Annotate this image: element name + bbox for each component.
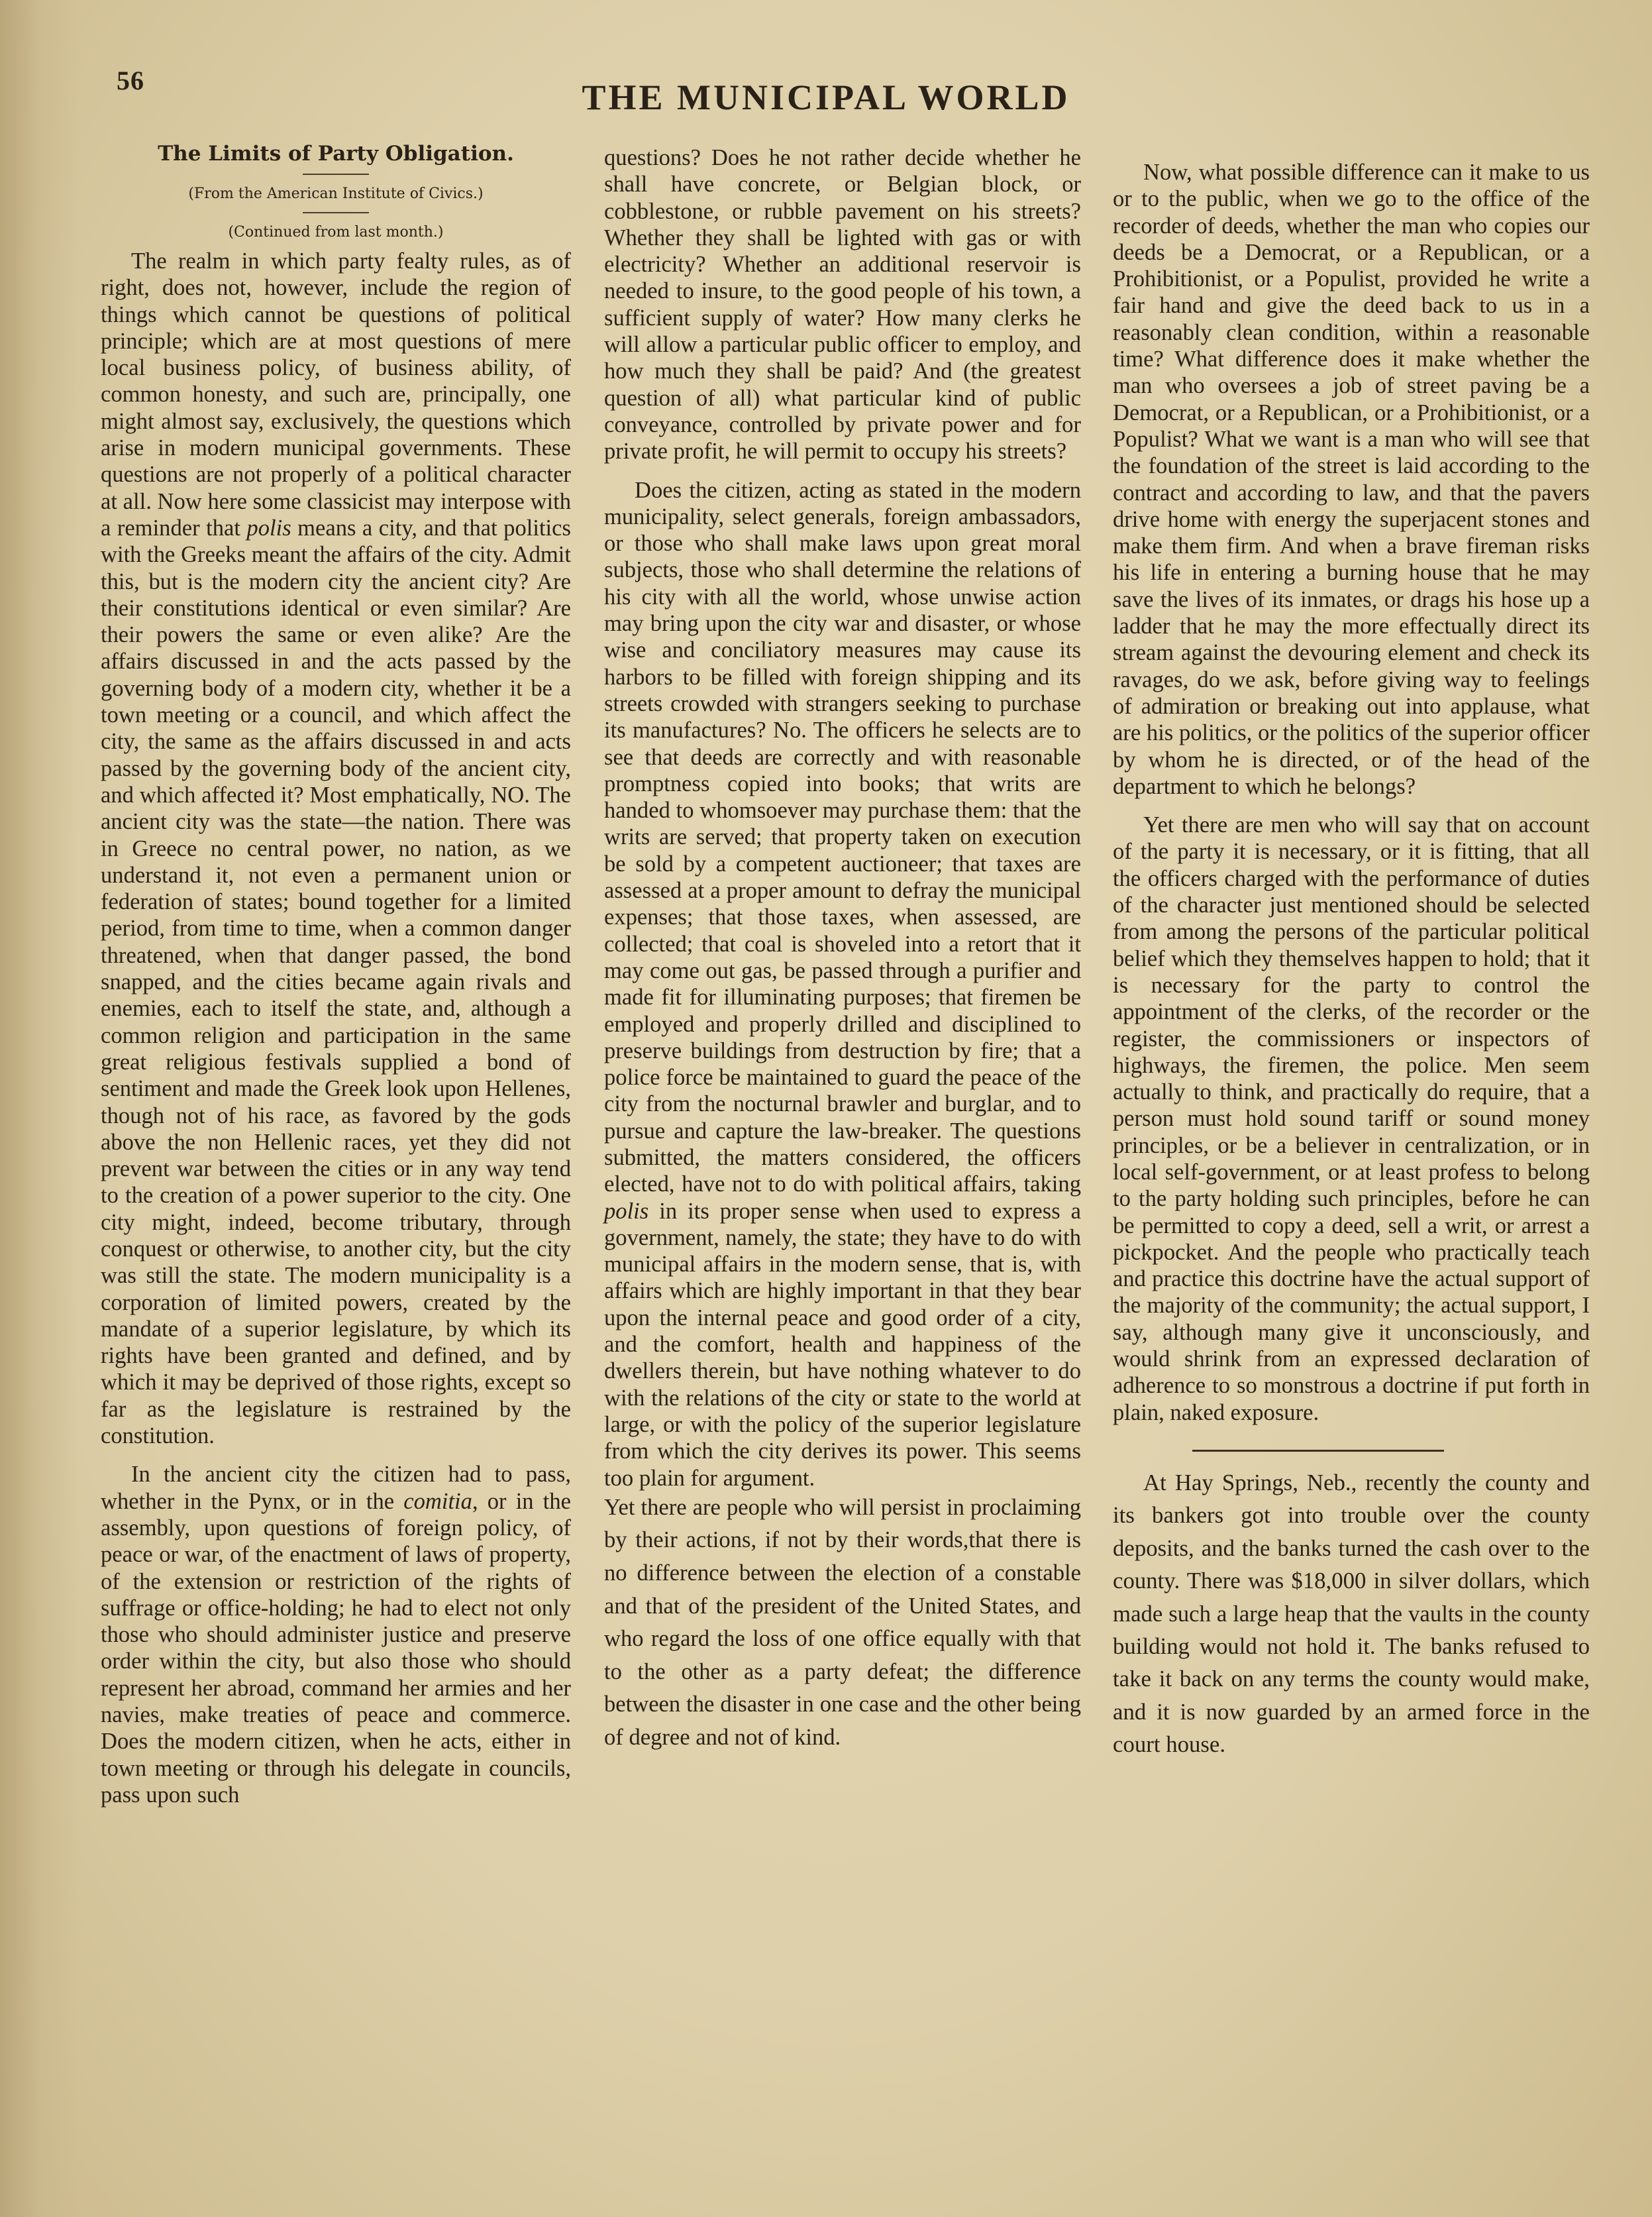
continued-note: (Continued from last month.) [228,224,444,241]
news-paragraph: At Hay Springs, Neb., recently the county and its bankers got into trouble over the county deposits, and the banks turned the cash over to the county. There was $18,000 in silver dollars, which made such a large heap that the vaults in the county building would not hold it. The banks refused to take it back on any terms the county would make, and it is now guarded by an armed force in the court house. [1113,1469,1590,1758]
column-1 [101,139,571,1808]
article-paragraph: questions? Does he not rather decide whether he shall have concrete, or Belgian block, or cobblestone, or rubble pavement on his streets? Whether they shall be lighted with gas or with electricity? Whether an additional reservoir is needed to insure, to the good people of his town, a sufficient supply of water? How many clerks he will allow a particular public officer to employ, and how much they shall be paid? And (the greatest question of all) what particular kind of public conveyance, controlled by private power and for private profit, he will permit to occupy his streets? [604,145,1081,464]
section-divider [1192,1450,1444,1452]
news-item [1113,1466,1590,1761]
italic-term: comitia [403,1488,472,1514]
article-paragraph: The realm in which party fealty rules, as of right, does not, however, include the region of things which cannot be questions of political principle; which are at most questions of mere local business policy, of business ability, of common honesty, and such are, principally, one might almost say, exclusively, the questions which arise in modern municipal governments. These questions are not properly of a political character at all. Now here some classicist may interpose with a reminder that polis means a city, and that politics with the Greeks meant the affairs of the city. Admit this, but is the modern city the ancient city? Are their constitutions identical or even similar? Are their powers the same or even alike? Are the affairs discussed in and the acts passed by the governing body of a modern city, whether it be a town meeting or a council, and which affect the city, the same as the affairs discussed in and acts passed by the governing body of the ancient city, and which affected it? Most emphatically, NO. The ancient city was the state—the nation. There was in Greece no central power, no nation, as we understand it, not even a permanent union or federation of states; bound together for a limited period, from time to time, when a common danger threatened, when that danger passed, the bond snapped, and the cities became again rivals and enemies, each to itself the state, and, although a common religion and participation in the same great religious festivals supplied a bond of sentiment and made the Greek look upon Hellenes, though not of his race, as favored by the gods above the non Hellenic races, yet they did not prevent war between the cities or in any way tend to the creation of a power superior to the city. One city might, indeed, become tributary, through conquest or otherwise, to another city, but the city was still the state. The modern municipality is a corporation of limited powers, created by the mandate of a superior legislature, by which its rights have been granted and defined, and by which it may be deprived of those rights, except so far as the legislature is restrained by the constitution. [101,248,571,1449]
article-paragraph: In the ancient city the citizen had to pass, whether in the Pynx, or in the comitia, or in the assembly, upon questions of foreign policy, of peace or war, of the enactment of laws of property, of the extension or restriction of the rights of suffrage or office-holding; he had to elect not only those who should administer justice and preserve order within the city, but also those who should represent her abroad, command her armies and her navies, make treaties of peace and commerce. Does the modern citizen, when he acts, either in town meeting or through his delegate in councils, pass upon such [101,1462,571,1808]
article-paragraph: Now, what possible difference can it make to us or to the public, when we go to the office of the recorder of deeds, whether the man who copies our deeds be a Democrat, or a Republican, or a Prohibitionist, or a Populist, provided he write a fair hand and give the deed back to us in a reasonably clean condition, within a reasonable time? What difference does it make whether the man who oversees a job of street paving be a Democrat, or a Republican, or a Prohibitionist, or a Populist? What we want is a man who will see that the foundation of the street is laid according to the contract and according to law, and that the pavers drive home with energy the superjacent stones and make them firm. And when a brave fireman risks his life in entering a burning house that he may save the lives of its inmates, or drags his hose up a ladder that he may the more effectually direct its stream against the devouring element and check its ravages, do we ask, before giving way to feelings of admiration or breaking out into applause, what are his politics, or the politics of the superior officer by whom he is directed, or of the head of the department to which he belongs? [1113,160,1590,799]
page-number: 56 [117,66,144,95]
article-paragraph: Does the citizen, acting as stated in the modern municipality, select generals, foreign ambassadors, or those who shall make laws upon great moral subjects, those who shall determine the relations of his city with all the world, whose unwise action may bring upon the city war and disaster, or whose wise and conciliatory measures may cause its harbors to be filled with foreign shipping and its streets crowded with strangers seeking to purchase its manufactures? No. The officers he selects are to see that deeds are correctly and with reasonable promptness copied into books; that writs are handed to whomsoever may purchase them: that the writs are served; that property taken on execution be sold by a competent auctioneer; that taxes are assessed at a proper amount to defray the municipal expenses; that those taxes, when assessed, are collected; that coal is shoveled into a retort that it may come out gas, be passed through a purifier and made fit for illuminating purposes; that firemen be employed and properly drilled and disciplined to preserve buildings from destruction by fire; that a police force be maintained to guard the peace of the city from the nocturnal brawler and burglar, and to pursue and capture the law-breaker. The questions submitted, the matters considered, the officers elected, have not to do with political affairs, taking polis in its proper sense when used to express a government, namely, the state; they have to do with municipal affairs in the modern sense, that is, with affairs which are highly important in that they bear upon the internal peace and good order of a city, and the comfort, health and happiness of the dwellers therein, but have nothing whatever to do with the relations of the city or state to the world at large, or with the policy of the superior legislature from which the city derives its power. This seems too plain for argument. [604,477,1081,1491]
article-title: The Limits of Party Obligation. [158,142,514,166]
italic-term: polis [246,515,291,541]
article-paragraph: Yet there are people who will persist in proclaiming by their actions, if not by their words,that there is no difference between the election of a constable and that of the president of the United States, and who regard the loss of one office equally with that to the other as a party defeat; the difference between the disaster in one case and the other being of degree and not of kind. [604,1494,1081,1750]
article-paragraph-tail [604,1491,1081,1755]
article-paragraph: Yet there are men who will say that on account of the party it is necessary, or it is fitting, that all the officers charged with the performance of duties of the character just mentioned should be selected from among the persons of the particular political belief which they themselves happen to hold; that it is necessary for the party to control the appointment of the clerks, of the recorder or the register, the commissioners or inspectors of highways, the firemen, the police. Men seem actually to think, and practically do require, that a person must hold sound tariff or sound money principles, or be a believer in centralization, or in local self-government, or at least profess to belong to the party holding such principles, before he can be permitted to copy a deed, sell a writ, or arrest a pickpocket. And the people who practically teach and practice this doctrine have the actual support of the majority of the community; the actual support, I say, although many give it unconsciously, and would shrink from an expressed declaration of adherence to so monstrous a doctrine if put forth in plain, naked exposure. [1113,812,1590,1425]
column-2 [604,144,1081,1755]
source-rule [303,212,369,213]
publication-masthead: THE MUNICIPAL WORLD [582,78,1070,117]
title-rule [303,174,369,175]
column-3 [1113,159,1590,1761]
italic-term: polis [604,1198,649,1224]
article-source: (From the American Institute of Civics.) [188,186,484,202]
page-edge-shadow [0,0,79,2217]
